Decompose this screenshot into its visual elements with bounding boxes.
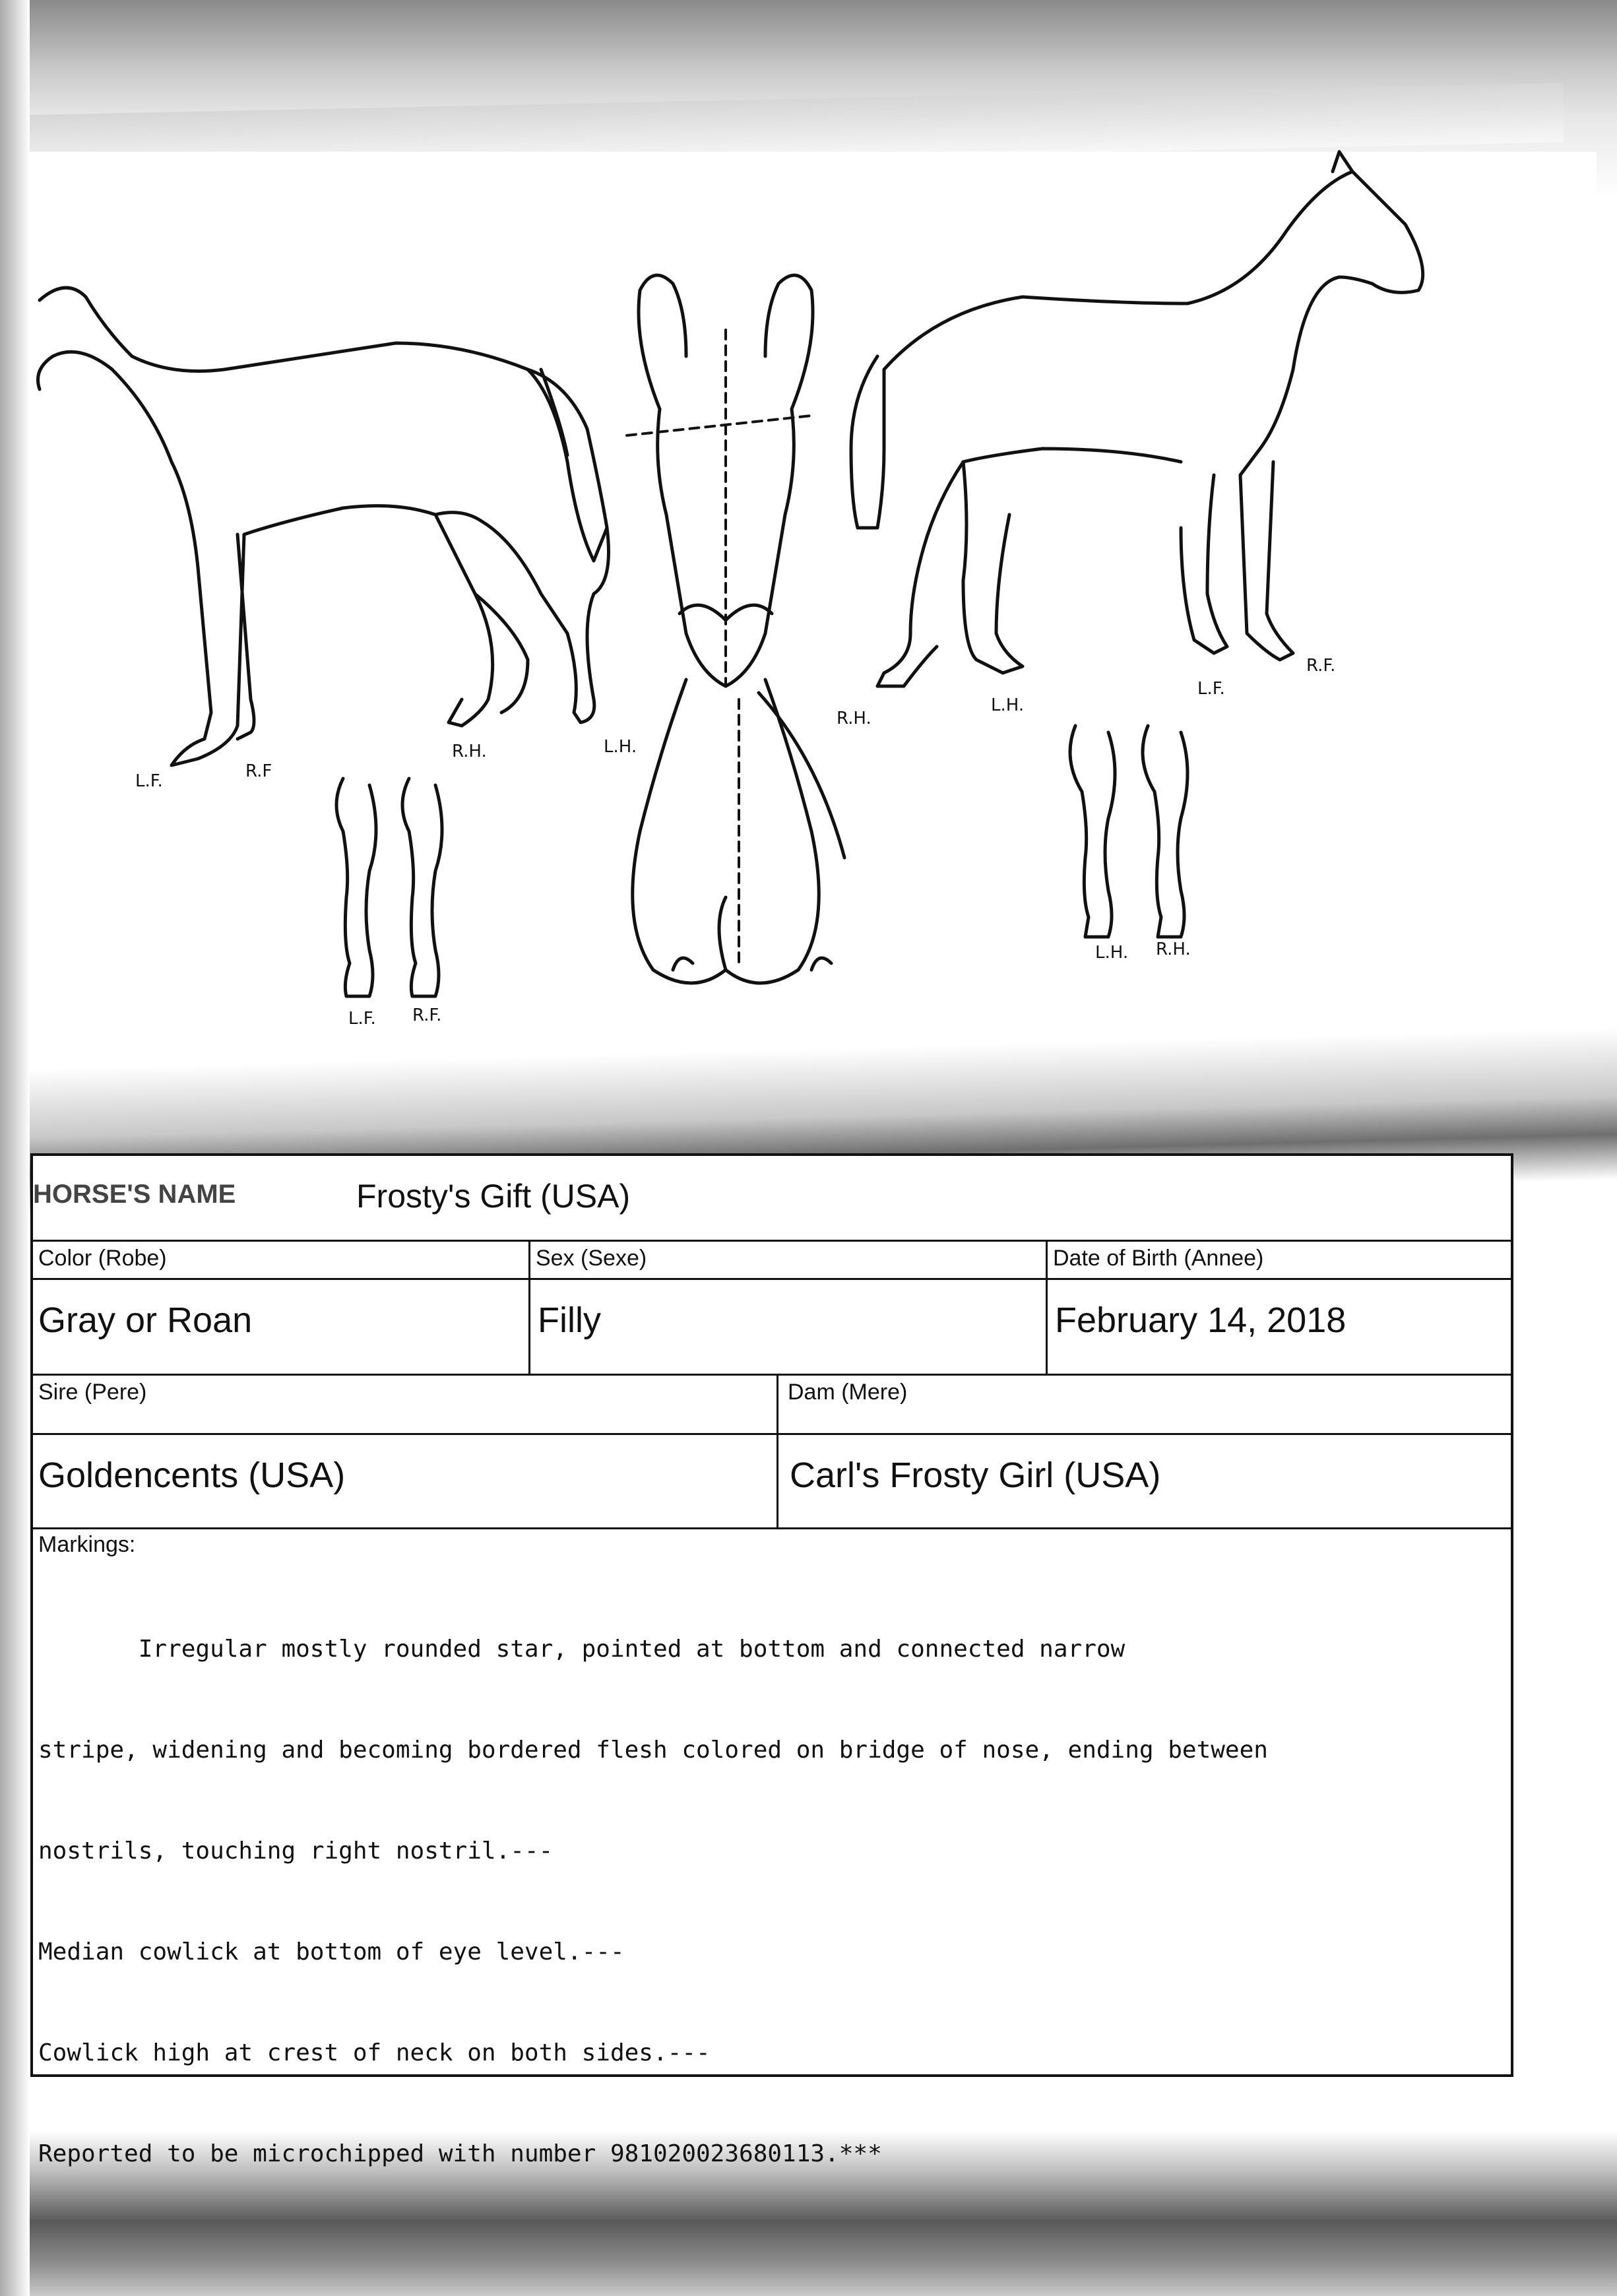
color-value-cell [33,1281,530,1374]
diagram-labels [135,656,1335,1029]
dam-label: Dam (Mere) [788,1380,908,1405]
markings-line: Cowlick high at crest of neck on both sides.--- [38,2039,711,2066]
scan-left-edge [0,0,30,2296]
label-front-legs-rf: R.F. [412,1005,442,1025]
label-left-horse-lh: L.H. [604,737,637,757]
label-right-horse-lh: L.H. [991,695,1025,715]
markings-line: Irregular mostly rounded star, pointed at bottom and connected narrow [38,1636,1126,1663]
markings-line: stripe, widening and becoming bordered flesh colored on bridge of nose, ending between [38,1737,1268,1764]
dob-value-cell [1050,1281,1511,1374]
sex-value-cell [532,1281,1047,1374]
horse-marking-diagrams [0,0,1617,1135]
dob-label: Date of Birth (Annee) [1053,1246,1264,1271]
label-front-legs-lf: L.F. [348,1009,376,1029]
markings-line: Reported to be microchipped with number 981020023680113.*** [38,2140,882,2167]
horse-name-value: Frosty's Gift (USA) [356,1178,631,1215]
sex-label: Sex (Sexe) [536,1246,647,1271]
label-hind-legs-rh: R.H. [1156,940,1191,959]
right-side-horse-outline [851,152,1423,686]
label-right-horse-lf: L.F. [1197,679,1225,699]
label-right-horse-rf: R.F. [1306,656,1336,676]
front-legs-outline [336,779,442,996]
markings-line: nostrils, touching right nostril.--- [38,1837,554,1865]
markings-label: Markings: [38,1532,136,1557]
left-side-horse-outline [38,288,609,765]
dam-value-cell [780,1436,1506,1527]
dob-value: February 14, 2018 [1055,1300,1347,1340]
label-hind-legs-lh: L.H. [1095,943,1129,963]
sire-value-cell [33,1436,778,1527]
markings-line: Median cowlick at bottom of eye level.--- [38,1938,625,1965]
label-left-horse-rh: R.H. [452,742,487,761]
sire-value: Goldencents (USA) [38,1455,346,1495]
label-right-horse-rh: R.H. [837,709,872,728]
horse-identification-form [30,1153,1513,2167]
horse-name-label: HORSE'S NAME [33,1180,236,1209]
hind-legs-outline [1070,726,1188,937]
sex-value: Filly [538,1300,601,1340]
dam-value: Carl's Frosty Girl (USA) [790,1455,1161,1495]
sire-label: Sire (Pere) [38,1380,147,1405]
horse-name-row [33,1156,1511,1242]
divider [33,1527,1511,1529]
divider [33,1278,1511,1280]
markings-text [38,1565,1490,2238]
divider [33,1433,1511,1435]
head-reference-lines [627,330,811,963]
color-label: Color (Robe) [38,1246,167,1271]
label-left-horse-lf: L.F. [135,771,163,791]
label-left-horse-rf: R.F [245,761,272,781]
color-value: Gray or Roan [38,1300,253,1340]
